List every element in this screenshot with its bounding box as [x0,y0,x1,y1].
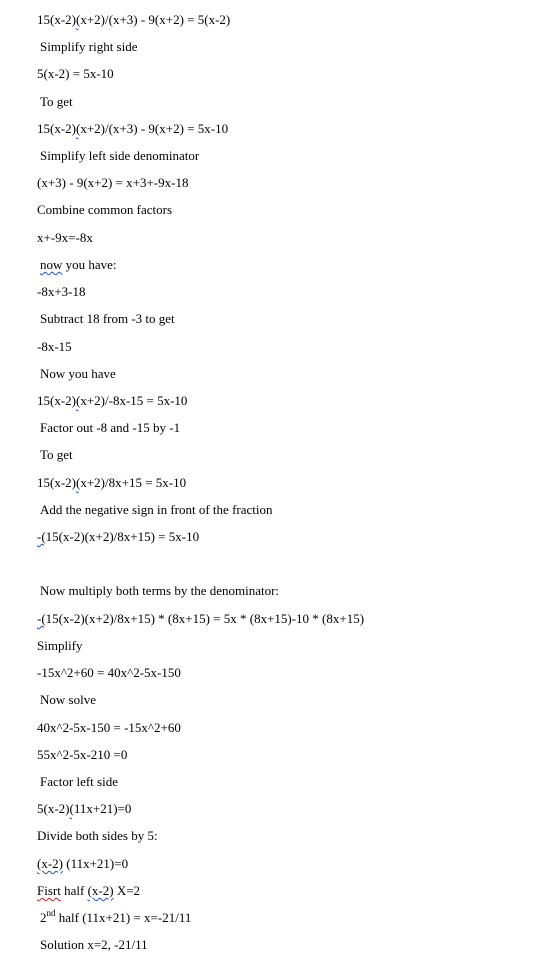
solution-line: Solution x=2, -21/11 [40,937,148,952]
equation-line-8: 15(x-2)(x+2)/-8x-15 = 5x-10 [37,393,188,408]
second-half-line: 2nd half (11x+21) = x=-21/11 [40,907,192,925]
equation-line-3: 15(x-2)(x+2)/(x+3) - 9(x+2) = 5x-10 [37,121,229,136]
step-text-to-get-2: To get [40,447,73,462]
equation-line-1: 15(x-2)(x+2)/(x+3) - 9(x+2) = 5(x-2) [37,12,231,27]
equation-line-10: -(15(x-2)(x+2)/8x+15) = 5x-10 [37,529,200,544]
step-text-factor-left: Factor left side [40,774,118,789]
step-text-factor-out: Factor out -8 and -15 by -1 [40,420,181,435]
first-half-line: Fisrt half (x-2) X=2 [37,883,141,898]
equation-line-5: x+-9x=-8x [37,230,93,245]
step-text-multiply: Now multiply both terms by the denominator: [40,583,280,598]
step-text-simplify: Simplify [37,638,83,653]
step-text-now-you-have-2: Now you have [40,366,116,381]
equation-line-16: (x-2) (11x+21)=0 [37,856,129,871]
equation-line-14: 55x^2-5x-210 =0 [37,747,128,762]
step-text-add-negative: Add the negative sign in front of the fraction [40,502,273,517]
equation-line-7: -8x-15 [37,339,72,354]
step-text-simplify-right: Simplify right side [40,39,138,54]
step-text-subtract: Subtract 18 from -3 to get [40,311,175,326]
equation-line-12: -15x^2+60 = 40x^2-5x-150 [37,665,181,680]
step-text-now-you-have: now you have: [40,257,117,272]
equation-line-9: 15(x-2)(x+2)/8x+15 = 5x-10 [37,475,187,490]
equation-line-2: 5(x-2) = 5x-10 [37,66,114,81]
equation-line-6: -8x+3-18 [37,284,86,299]
step-text-combine: Combine common factors [37,202,173,217]
step-text-simplify-left: Simplify left side denominator [40,148,200,163]
step-text-to-get: To get [40,94,73,109]
step-text-divide: Divide both sides by 5: [37,828,158,843]
equation-line-15: 5(x-2)(11x+21)=0 [37,801,132,816]
equation-line-4: (x+3) - 9(x+2) = x+3+-9x-18 [37,175,189,190]
step-text-now-solve: Now solve [40,692,96,707]
equation-line-11: -(15(x-2)(x+2)/8x+15) * (8x+15) = 5x * (8x+15)-10 * (8x+15) [37,611,365,626]
equation-line-13: 40x^2-5x-150 = -15x^2+60 [37,720,181,735]
